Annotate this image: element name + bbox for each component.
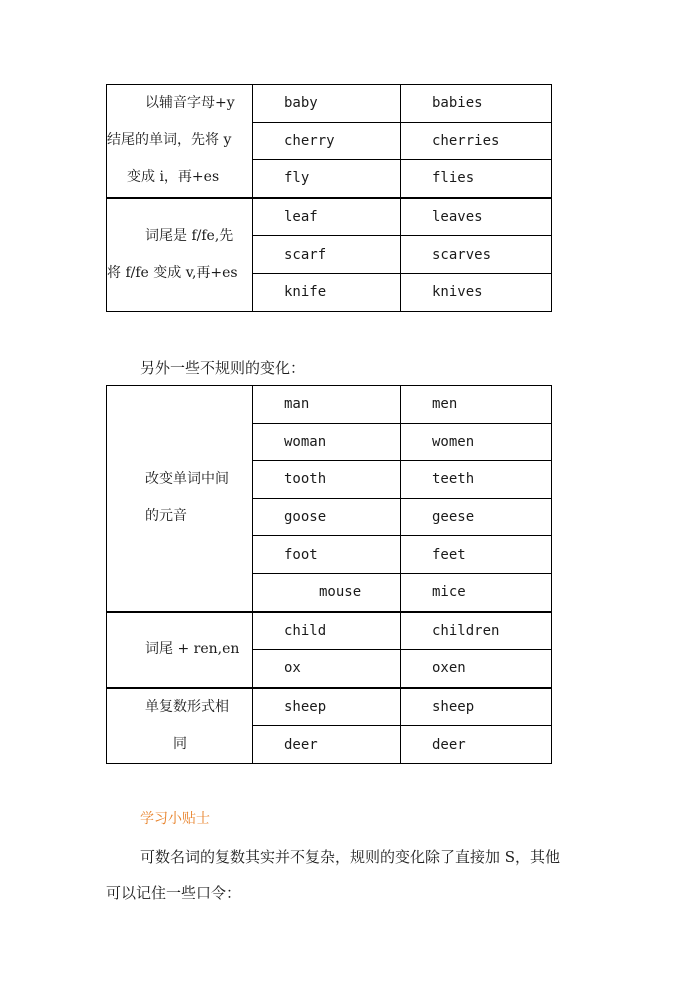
irregular-plurals-table [106,385,552,764]
plural-cell: teeth [401,461,552,499]
plural-cell: babies [401,85,552,123]
singular-cell: child [253,612,401,650]
rule-cell [107,198,253,311]
paragraph-line: 可数名词的复数其实并不复杂，规则的变化除了直接加 S，其他 [140,848,561,866]
irregular-heading: 另外一些不规则的变化： [140,359,306,377]
rule-line: 词尾是 f/fe,先 [145,227,234,244]
table-row [107,612,552,650]
plural-cell: flies [401,160,552,198]
singular-cell: cherry [253,122,401,160]
plural-cell: cherries [401,122,552,160]
plural-cell: sheep [401,688,552,726]
singular-cell: leaf [253,198,401,236]
plural-cell: leaves [401,198,552,236]
tips-heading: 学习小贴士 [140,811,210,827]
rule-line: 结尾的单词，先将 y [107,132,232,149]
paragraph-line: 可以记住一些口令： [106,884,242,902]
plural-cell: feet [401,536,552,574]
singular-cell: sheep [253,688,401,726]
singular-cell: goose [253,498,401,536]
plural-rules-table [106,84,552,312]
singular-cell: man [253,386,401,424]
singular-cell: baby [253,85,401,123]
singular-cell: fly [253,160,401,198]
table-row [107,85,552,123]
singular-cell: knife [253,273,401,311]
rule-line: 将 f/fe 变成 v,再+es [107,264,238,281]
plural-cell: women [401,423,552,461]
plural-cell: scarves [401,236,552,274]
plural-cell: men [401,386,552,424]
rule-line: 单复数形式相 [145,698,229,715]
rule-line: 以辅音字母+y [145,95,235,112]
plural-cell: mice [401,573,552,611]
rule-cell [107,688,253,764]
plural-cell: geese [401,498,552,536]
singular-cell: deer [253,726,401,764]
singular-cell: foot [253,536,401,574]
rule-line: 的元音 [145,508,187,525]
singular-cell: tooth [253,461,401,499]
table-row [107,198,552,236]
plural-cell: oxen [401,650,552,688]
rule-cell [107,612,253,688]
rule-line: 变成 i，再+es [127,169,220,186]
plural-cell: children [401,612,552,650]
singular-cell: mouse [253,573,401,611]
singular-cell: scarf [253,236,401,274]
table-row [107,688,552,726]
table-row [107,386,552,424]
rule-line: 同 [173,735,187,752]
singular-cell: woman [253,423,401,461]
plural-cell: knives [401,273,552,311]
rule-line: 改变单词中间 [145,471,229,488]
singular-cell: ox [253,650,401,688]
plural-cell: deer [401,726,552,764]
rule-cell [107,85,253,198]
rule-line: 词尾 + ren,en [145,641,240,658]
rule-cell [107,386,253,612]
